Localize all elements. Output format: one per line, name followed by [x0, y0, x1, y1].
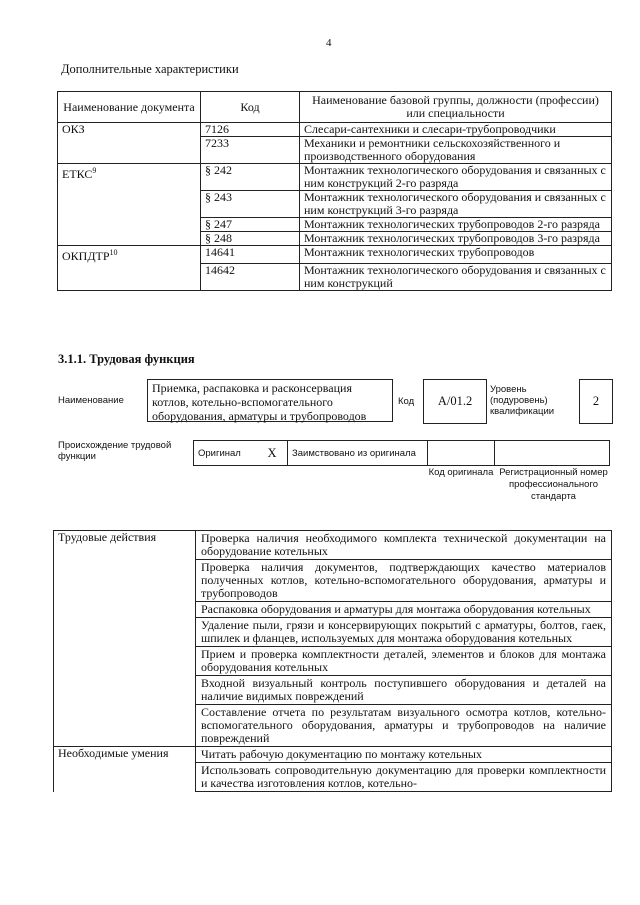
code-label: Код	[398, 396, 415, 407]
actions-table	[53, 530, 612, 792]
code-cell: § 247	[201, 218, 300, 232]
footnote-mark: 9	[92, 166, 97, 175]
category-label-empty	[54, 602, 196, 618]
list-item	[54, 531, 612, 560]
list-item	[54, 747, 612, 763]
header-cell: Наименование документа	[58, 92, 201, 123]
action-text: Входной визуальный контроль поступившего оборудования и деталей на наличие видимых повреждений	[196, 676, 612, 705]
profession-cell: Монтажник технологического оборудования и связанных с ним конструкций 3-го разряда	[300, 191, 612, 218]
code-cell: § 248	[201, 232, 300, 246]
table-row	[58, 191, 612, 218]
origin-label: Происхождение трудовой функции	[58, 440, 172, 462]
function-title: 3.1.1. Трудовая функция	[58, 352, 195, 366]
table-row	[58, 164, 612, 191]
table-row	[58, 137, 612, 164]
list-item	[54, 676, 612, 705]
action-text: Проверка наличия необходимого комплекта технической документации на оборудование котельных	[196, 531, 612, 560]
list-item	[54, 618, 612, 647]
profession-cell: Монтажник технологических трубопроводов 3-го разряда	[300, 232, 612, 246]
table-row	[58, 123, 612, 137]
profession-cell: Монтажник технологического оборудования и связанных с ним конструкций	[300, 263, 612, 290]
header-cell: Наименование базовой группы, должности (профессии) или специальности	[300, 92, 612, 123]
original-code-cell	[428, 441, 495, 466]
category-label-empty	[54, 676, 196, 705]
category-label-empty	[54, 705, 196, 747]
action-text: Прием и проверка комплектности деталей, элементов и блоков для монтажа оборудования котельных	[196, 647, 612, 676]
level-label: Уровень (подуровень) квалификации	[490, 384, 555, 417]
page-number: 4	[326, 37, 332, 49]
code-cell: 7233	[201, 137, 300, 164]
function-name-box: Приемка, распаковка и расконсервация котлов, котельно-вспомогательного оборудования, арматуры и трубопроводов	[147, 379, 393, 422]
document-cell-empty	[58, 263, 201, 290]
function-code-box	[423, 379, 487, 424]
table-row	[58, 218, 612, 232]
table-header-row	[58, 92, 612, 123]
origin-table	[193, 440, 610, 466]
action-text: Читать рабочую документацию по монтажу котельных	[196, 747, 612, 763]
action-text: Составление отчета по результатам визуального осмотра котлов, котельно-вспомогательного оборудования, арматуры и трубопроводов на наличие повреждений	[196, 705, 612, 747]
profession-cell: Механики и ремонтники сельскохозяйственного и производственного оборудования	[300, 137, 612, 164]
action-text: Проверка наличия документов, подтверждающих качество материалов полученных котлов, котельно-вспомогательного оборудования, арматуры и трубопроводов	[196, 560, 612, 602]
name-label: Наименование	[58, 395, 124, 406]
list-item	[54, 705, 612, 747]
action-text: Удаление пыли, грязи и консервирующих покрытий с арматуры, болтов, гаек, шпилек и фланцев, используемых для монтажа оборудования котельных	[196, 618, 612, 647]
document-name: ЕТКС	[62, 167, 93, 181]
document-name: ОКПДТР	[62, 249, 110, 263]
category-label: Трудовые действия	[54, 531, 196, 560]
code-cell: 14642	[201, 263, 300, 290]
document-name: ОКЗ	[62, 122, 85, 136]
code-cell: 14641	[201, 246, 300, 264]
code-cell: § 243	[201, 191, 300, 218]
registration-caption: Регистрационный номер профессионального стандарта	[499, 467, 608, 502]
list-item	[54, 602, 612, 618]
table-row	[58, 246, 612, 264]
header-cell: Код	[201, 92, 300, 123]
document-cell	[58, 246, 201, 264]
document-cell-empty	[58, 191, 201, 218]
action-text: Распаковка оборудования и арматуры для монтажа оборудования котельных	[196, 602, 612, 618]
list-item	[54, 560, 612, 602]
profession-cell: Слесари-сантехники и слесари-трубопроводчики	[300, 123, 612, 137]
list-item	[54, 647, 612, 676]
function-code: A/01.2	[437, 394, 473, 408]
table-row	[58, 232, 612, 246]
table-row	[58, 263, 612, 290]
characteristics-table	[57, 91, 612, 291]
category-label-empty	[54, 647, 196, 676]
list-item	[54, 763, 612, 792]
code-caption: Код оригинала	[428, 467, 494, 478]
profession-cell: Монтажник технологических трубопроводов 2-го разряда	[300, 218, 612, 232]
profession-cell: Монтажник технологического оборудования и связанных с ним конструкций 2-го разряда	[300, 164, 612, 191]
original-label: Оригинал	[194, 441, 264, 466]
category-label-empty	[54, 763, 196, 792]
document-cell-empty	[58, 137, 201, 164]
section-title: Дополнительные характеристики	[61, 62, 239, 76]
document-cell-empty	[58, 232, 201, 246]
category-label-empty	[54, 560, 196, 602]
level-value: 2	[592, 394, 600, 408]
category-label-empty	[54, 618, 196, 647]
document-cell	[58, 123, 201, 137]
code-cell: § 242	[201, 164, 300, 191]
level-box	[579, 379, 613, 424]
action-text: Использовать сопроводительную документацию для проверки комплектности и качества изготовления котлов, котельно-	[196, 763, 612, 792]
document-cell	[58, 164, 201, 191]
category-label: Необходимые умения	[54, 747, 196, 763]
code-cell: 7126	[201, 123, 300, 137]
document-cell-empty	[58, 218, 201, 232]
registration-number-cell	[495, 441, 610, 466]
footnote-mark: 10	[109, 248, 118, 257]
profession-cell: Монтажник технологических трубопроводов	[300, 246, 612, 264]
borrowed-label: Заимствовано из оригинала	[288, 441, 428, 466]
original-mark: X	[264, 441, 288, 466]
